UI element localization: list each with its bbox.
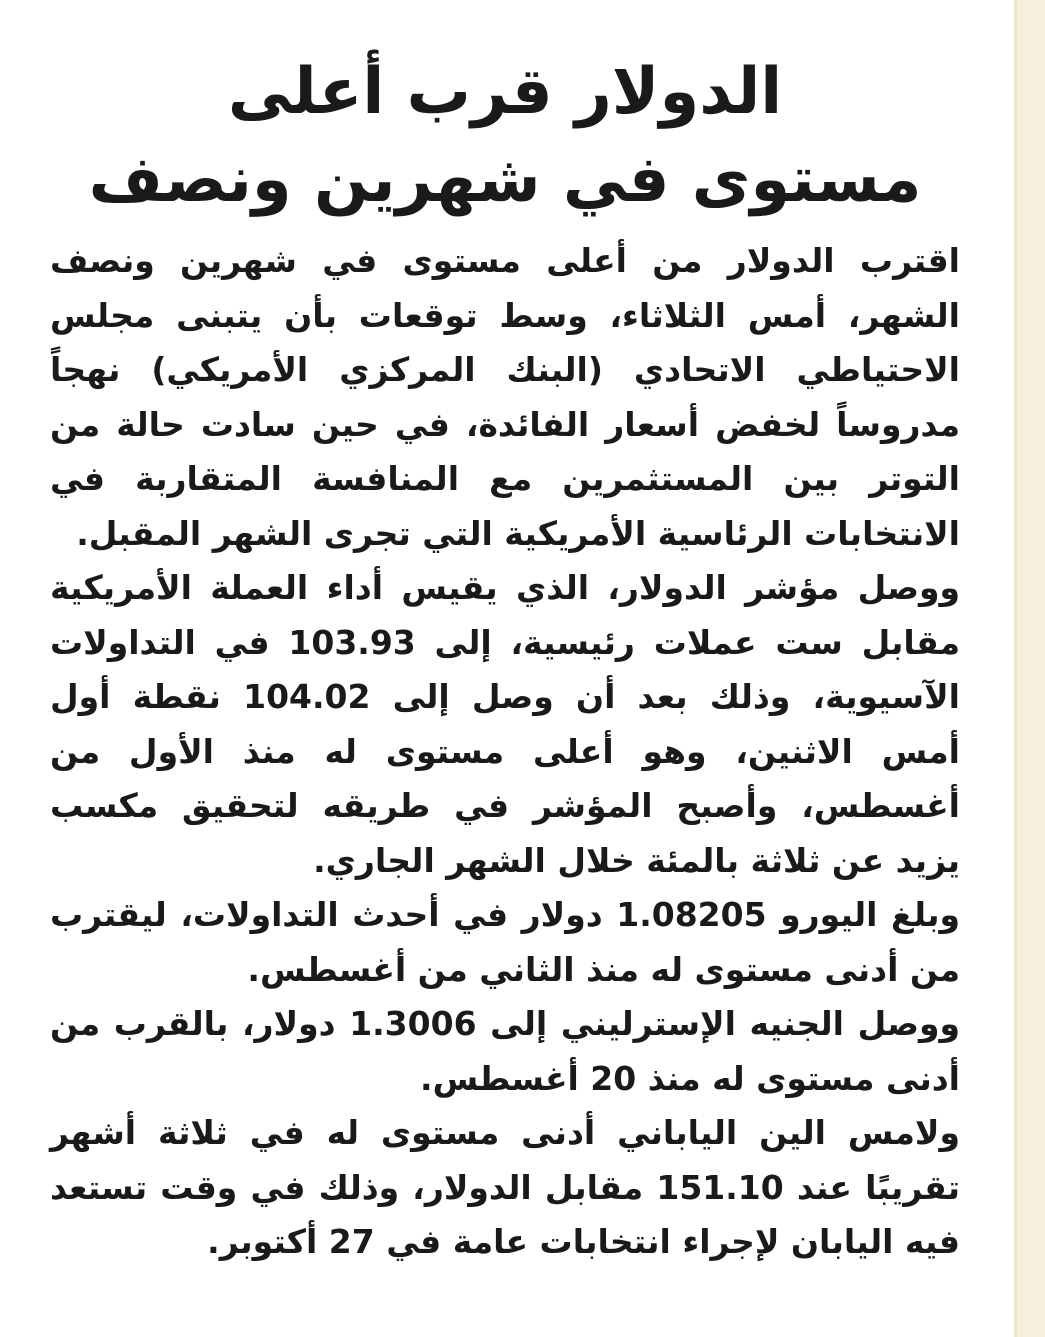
page-edge-stripe — [1017, 0, 1045, 1337]
article-body — [50, 234, 960, 1270]
paragraph-sterling: ووصل الجنيه الإسترليني إلى 1.3006 دولار، بالقرب من أدنى مستوى له منذ 20 أغسطس. — [50, 1004, 960, 1098]
paragraph-yen: ولامس الين الياباني أدنى مستوى له في ثلاثة أشهر تقريبًا عند 151.10 مقابل الدولار، وذلك في وقت تستعد فيه اليابان لإجراء انتخابات عامة في 27 أكتوبر. — [50, 1113, 960, 1261]
page-edge-rule — [1014, 0, 1017, 1337]
paragraph-dollar-index: ووصل مؤشر الدولار، الذي يقيس أداء العملة الأمريكية مقابل ست عملات رئيسية، إلى 103.93 في التداولات الآسيوية، وذلك بعد أن وصل إلى 104.02 نقطة أول أمس الاثنين، وهو أعلى مستوى له منذ الأول من أغسطس، وأصبح المؤشر في طريقه لتحقيق مكسب يزيد عن ثلاثة بالمئة خلال الشهر الجاري. — [50, 568, 961, 880]
headline-line-2: مستوى في شهرين ونصف — [88, 143, 922, 217]
paragraph-dollar-overview: اقترب الدولار من أعلى مستوى في شهرين ونصف الشهر، أمس الثلاثاء، وسط توقعات بأن يتبنى مجلس الاحتياطي الاتحادي (البنك المركزي الأمريكي) نهجاً مدروساً لخفض أسعار الفائدة، في حين سادت حالة من التوتر بين المستثمرين مع المنافسة المتقاربة في الانتخابات الرئاسية الأمريكية التي تجرى الشهر المقبل. — [50, 241, 960, 553]
article-headline — [20, 12, 990, 224]
headline-line-1: الدولار قرب أعلى — [227, 55, 783, 129]
paragraph-euro: وبلغ اليورو 1.08205 دولار في أحدث التداولات، ليقترب من أدنى مستوى له منذ الثاني من أغسطس. — [50, 895, 960, 989]
news-article — [20, 12, 990, 1322]
